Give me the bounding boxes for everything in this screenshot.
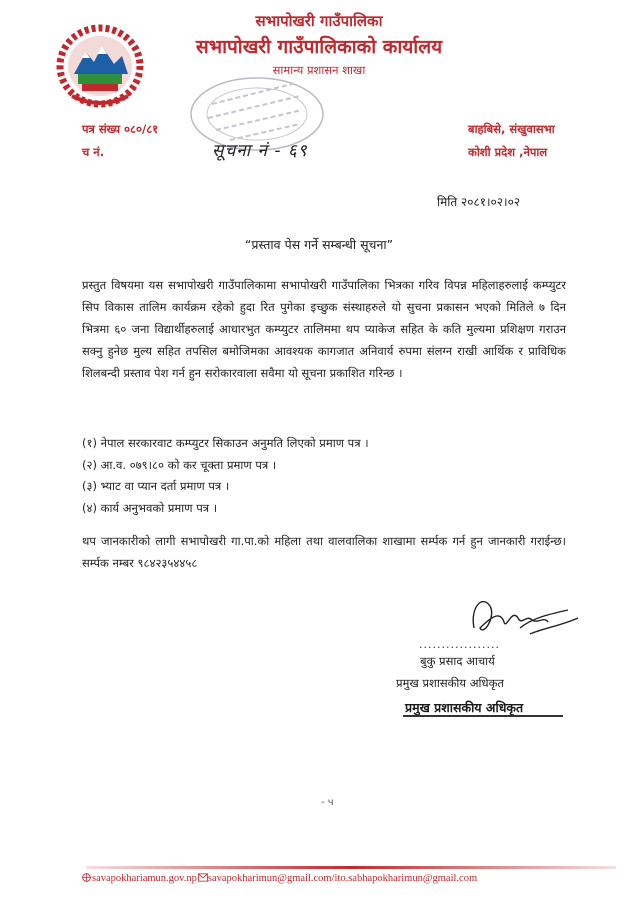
address-line-1: बाहबिसे, संखुवासभा xyxy=(468,122,555,136)
signatory-role: प्रमुख प्रशासकीय अधिकृत xyxy=(396,676,504,690)
list-item: (४) कार्य अनुभवको प्रमाण पत्र । xyxy=(82,500,218,515)
notice-title: “प्रस्ताव पेस गर्ने सम्बन्धी सूचना” xyxy=(244,237,394,252)
footer-divider xyxy=(86,854,616,857)
page-mark: - ч xyxy=(321,797,334,808)
notice-date: मिति २०८१।०२।०२ xyxy=(437,195,521,209)
contact-paragraph: थप जानकारीको लागी सभापोखरी गा.पा.को महिला तथा वालवालिका शाखामा सर्म्पक गर्न हुन जानकारी गराईन्छ। सर्म्पक नम्बर ९८४२३५४४५८ xyxy=(82,534,566,570)
dispatch-number: च नं. xyxy=(82,145,105,159)
email-links[interactable]: savapokharimun@gmail.com/ito.sabhapokharimun@gmail.com xyxy=(207,873,478,884)
address-line-2: कोशी प्रदेश ,नेपाल xyxy=(468,145,548,159)
notice-body: प्रस्तुत विषयमा यस सभापोखरी गाउँपालिकामा सभापोखरी गाउँपालिका भित्रका गरिव विपन्न महिलाहरुलाई कम्प्युटर सिप विकास तालिम कार्यक्रम रहेको हुदा रित पुगेका इच्छुक संस्थाहरुले यो सुचना प्रकासन भएको मितिले ७ दिन भित्रमा ६० जना विद्यार्थीहरुलाई आधारभुत कम्प्युटर तालिममा थप प्याकेज सहित के कति मुल्यमा प्रशिक्षण गराउन सक्नु हुनेछ मुल्य सहित तपसिल बमोजिमका आवश्यक कागजात अनिवार्य रुपमा संलग्न राखी आर्थिक र प्राविधिक शिलबन्दी प्रस्ताव पेश गर्न हुन सरोकारवाला सवैमा यो सूचना प्रकाशित गरिन्छ । xyxy=(82,278,566,380)
letter-number: पत्र संख्य ०८०/८१ xyxy=(82,122,159,136)
list-item: (२) आ.व. ०७९।८० को कर चूक्ता प्रमाण पत्र । xyxy=(82,457,277,472)
list-item: (३) भ्याट वा प्यान दर्ता प्रमाण पत्र । xyxy=(82,479,230,493)
handwritten-notice-number: सूचना नं - ६९ xyxy=(212,141,308,161)
municipality-name: सभापोखरी गाउँपालिका xyxy=(255,12,383,30)
globe-icon xyxy=(82,873,91,882)
branch-name: सामान्य प्रशासन शाखा xyxy=(272,63,366,77)
website-link[interactable]: savapokhariamun.gov.np xyxy=(92,873,197,884)
signatory-name: बुकु प्रसाद आचार्य xyxy=(420,654,495,668)
document-list xyxy=(82,433,562,519)
stamp-underline xyxy=(403,715,563,717)
office-name: सभापोखरी गाउँपालिकाको कार्यालय xyxy=(195,36,443,58)
mail-icon xyxy=(198,873,207,882)
official-stamp: प्रमुख प्रशासकीय अधिकृत xyxy=(405,700,524,715)
footer-contact xyxy=(82,873,477,884)
signature-dots: .................. xyxy=(419,638,500,651)
list-item: (१) नेपाल सरकारवाट कम्प्युटर सिकाउन अनुमति लिएको प्रमाण पत्र । xyxy=(82,436,369,450)
